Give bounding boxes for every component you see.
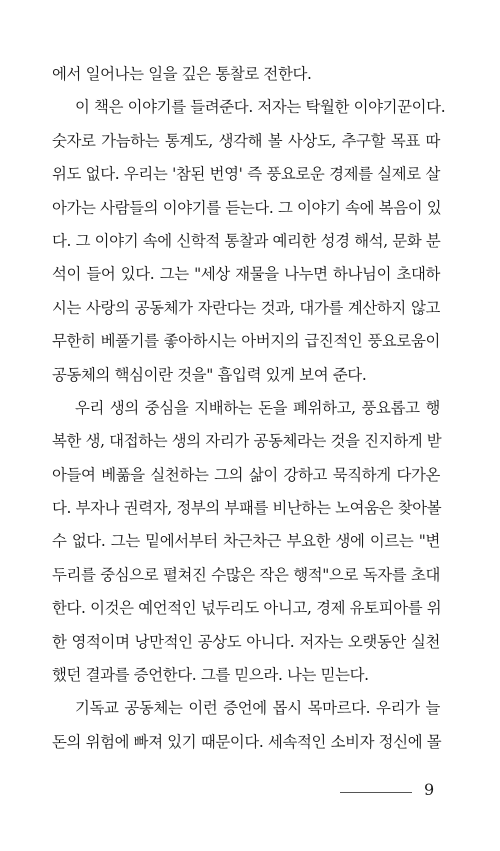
text-line-4: 위도 없다. 우리는 '참된 번영' 즉 풍요로운 경제를 실제로 살 — [52, 165, 440, 184]
text-line-11: 우리 생의 중심을 지배하는 돈을 폐위하고, 풍요롭고 행 — [75, 398, 440, 417]
page-number: 9 — [424, 780, 435, 799]
text-line-13: 아들여 베풂을 실천하는 그의 삶이 강하고 묵직하게 다가온 — [52, 465, 440, 484]
text-line-18: 한 영적이며 낭만적인 공상도 아니다. 저자는 오랫동안 실천 — [52, 632, 440, 651]
text-line-16: 두리를 중심으로 펼쳐진 수많은 작은 행적"으로 독자를 초대 — [52, 565, 440, 584]
text-line-9: 무한히 베풀기를 좋아하시는 아버지의 급진적인 풍요로움이 — [52, 332, 440, 351]
text-line-20: 기독교 공동체는 이런 증언에 몹시 목마르다. 우리가 늘 — [75, 699, 440, 718]
text-line-7: 석이 들어 있다. 그는 "세상 재물을 나누면 하나님이 초대하 — [52, 265, 440, 284]
text-line-6: 다. 그 이야기 속에 신학적 통찰과 예리한 성경 해석, 문화 분 — [52, 231, 441, 250]
text-line-12: 복한 생, 대접하는 생의 자리가 공동체라는 것을 진지하게 받 — [52, 432, 442, 451]
text-line-14: 다. 부자나 권력자, 정부의 부패를 비난하는 노여움은 찾아볼 — [52, 499, 442, 518]
text-line-3: 숫자로 가늠하는 통계도, 생각해 볼 사상도, 추구할 목표 따 — [52, 131, 440, 150]
text-line-19: 했던 결과를 증언한다. 그를 믿으라. 나는 믿는다. — [52, 666, 369, 685]
text-line-21: 돈의 위험에 빠져 있기 때문이다. 세속적인 소비자 정신에 몰 — [52, 732, 442, 751]
text-line-8: 시는 사랑의 공동체가 자란다는 것과, 대가를 계산하지 않고 — [52, 298, 440, 317]
text-line-2: 이 책은 이야기를 들려준다. 저자는 탁월한 이야기꾼이다. — [75, 98, 446, 117]
body-text — [52, 58, 446, 759]
text-line-17: 한다. 이것은 예언적인 넋두리도 아니고, 경제 유토피아를 위 — [52, 599, 442, 618]
text-line-15: 수 없다. 그는 밑에서부터 차근차근 부요한 생에 이르는 "변 — [52, 532, 440, 551]
text-line-10: 공동체의 핵심이란 것을" 흡입력 있게 보여 준다. — [52, 365, 367, 384]
text-line-1: 에서 일어나는 일을 깊은 통찰로 전한다. — [52, 65, 312, 83]
text-line-5: 아가는 사람들의 이야기를 듣는다. 그 이야기 속에 복음이 있 — [52, 198, 442, 217]
footer-rule — [340, 792, 412, 793]
